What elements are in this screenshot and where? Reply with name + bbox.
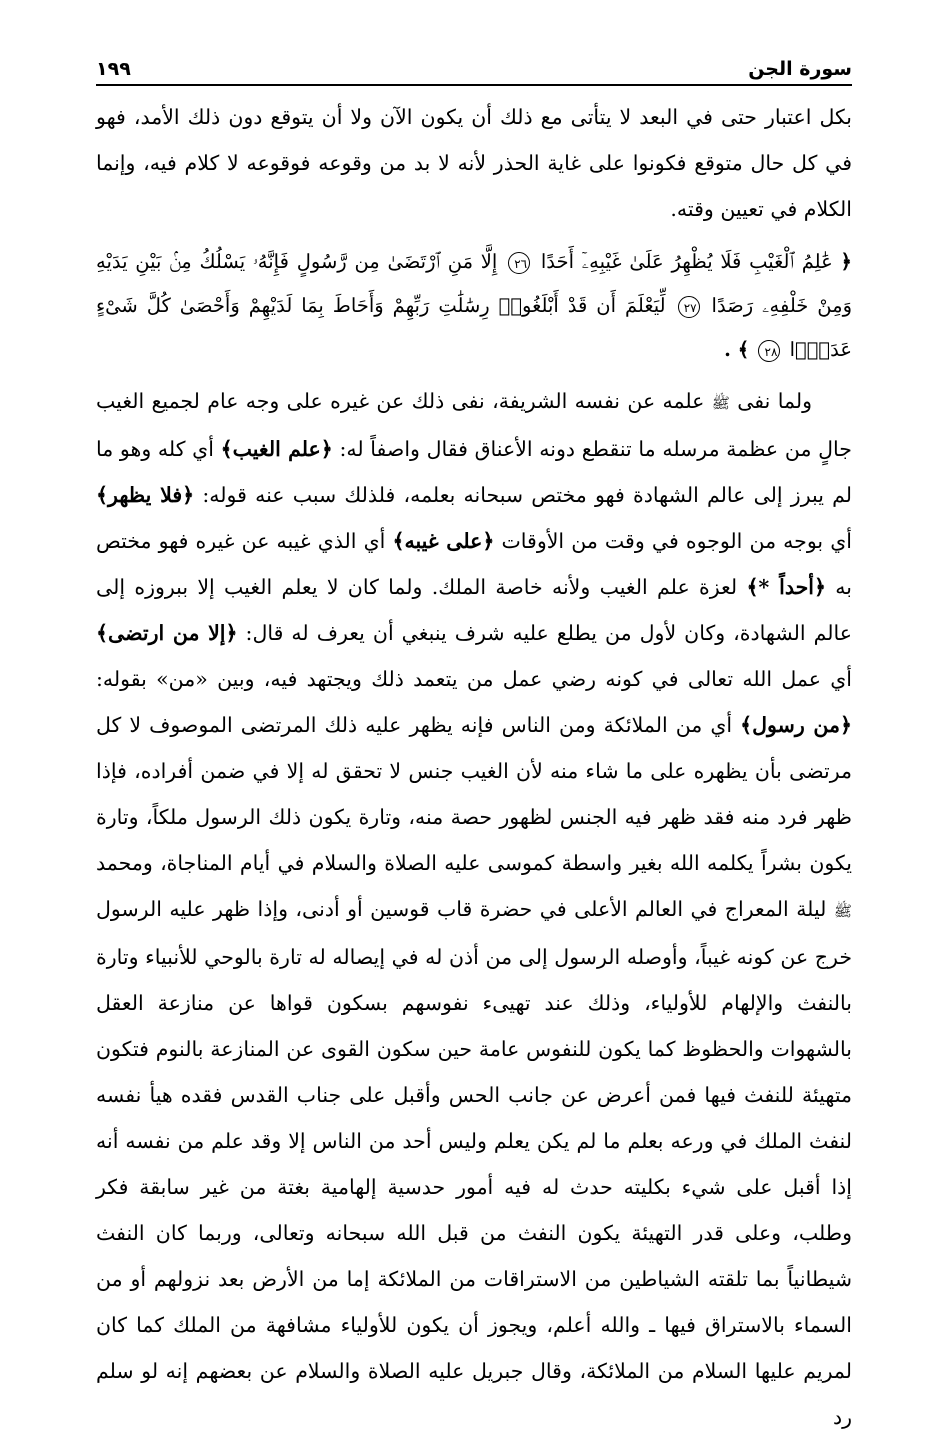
intro-paragraph: بكل اعتبار حتى في البعد لا يتأتى مع ذلك أن يكون الآن ولا أن يتوقع دون ذلك الأمد، فهو في كل حال متوقع فكونوا على غاية الحذر لأنه لا بد من وقوعه فوقوعه لا كلام فيه، وإنما الكلام في تعيين وقته. xyxy=(96,105,852,221)
quoted-verse-phrase: ﴿إلا من ارتضى﴾ xyxy=(96,621,238,645)
quran-close-bracket: ﴾ . xyxy=(724,338,750,361)
quoted-verse-phrase: ﴿فلا يظهر﴾ xyxy=(96,483,195,507)
commentary-paragraph xyxy=(96,378,852,1440)
quran-verses-block xyxy=(96,240,852,372)
quoted-verse-phrase: ﴿علم الغيب﴾ xyxy=(220,437,333,461)
commentary-text: أي بوجه من الوجوه في وقت من الأوقات xyxy=(501,529,852,553)
salla-ligature: ﷺ xyxy=(833,902,852,920)
ayah-number-marker: ٢٦ xyxy=(508,252,530,274)
commentary-text: أي من الملائكة ومن الناس فإنه يظهر عليه ذلك المرتضى الموصوف لا كل مرتضى بأن يظهره على ما شاء منه لأن الغيب جنس لا تحقق له إلا في ضمن أفراده، فإذا ظهر فرد منه فقد ظهر فيه الجنس لظهور حصة منه، وتارة يكون ذلك الرسول ملكاً، وتارة يكون بشراً يكلمه الله بغير واسطة كموسى عليه الصلاة والسلام في أيام المناجاة، ومحمد xyxy=(96,713,852,875)
commentary-text: ولما نفى xyxy=(737,389,812,413)
commentary-text: علمه عن نفسه الشريفة، نفى ذلك عن غيره على وجه عام لجميع الغيب جالٍ من عظمة مرسله ما تنقطع دونه الأعناق فقال واصفاً له: xyxy=(96,389,852,461)
verse-26-text: عَٰلِمُ ٱلْغَيْبِ فَلَا يُظْهِرُ عَلَىٰ غَيْبِهِۦٓ أَحَدًا xyxy=(540,250,833,273)
commentary-text: أي كله وهو ما لم يبرز إلى عالم الشهادة فهو مختص سبحانه بعلمه، فلذلك سبب عنه قوله: xyxy=(96,437,852,507)
quoted-verse-phrase: ﴿أحداً *﴾ xyxy=(746,575,826,599)
quran-open-bracket: ﴿ xyxy=(840,250,852,273)
document-page xyxy=(96,48,852,1429)
commentary-text: أي عمل الله تعالى في كونه رضي عمل من يتعمد ذلك ويجتهد فيه، وبين «من» بقوله: xyxy=(96,667,852,691)
surah-title: سورة الجن xyxy=(748,58,852,80)
salla-ligature: ﷺ xyxy=(711,394,730,412)
commentary-text: لعزة علم الغيب ولأنه خاصة الملك. ولما كان لا يعلم الغيب إلا ببروزه إلى عالم الشهادة، وكان لأول من يطلع عليه شرف ينبغي أن يعرف له قال: xyxy=(96,575,852,645)
verse-27-text: إِلَّا مَنِ ٱرْتَضَىٰ مِن رَّسُولٍ فَإِنَّهُۥ يَسْلُكُ مِنۢ بَيْنِ يَدَيْهِ وَمِنْ خَلْفِهِۦ رَصَدًا xyxy=(96,250,852,317)
commentary-text: ليلة المعراج في العالم الأعلى في حضرة قاب قوسين أو أدنى، وإذا ظهر عليه الرسول خرج عن كونه غيباً، وأوصله الرسول إلى من أذن له في إيصاله له تارة بالوحي للأنبياء وتارة بالنفث والإلهام للأولياء، وذلك عند تهيىء نفوسهم بسكون قواها عن منازعة العقل بالشهوات والحظوظ كما يكون للنفوس عامة حين سكون القوى عن المنازعة بالنوم فتكون متهيئة للنفث فيها فمن أعرض عن جانب الحس وأقبل على جناب القدس فقده هيأ نفسه لنفث الملك في ورعه بعلم ما لم يكن يعلم وليس أحد من الناس إلا وقد علم من نفسه أنه إذا أقبل على شيء بكليته حدث له فيه أمور حدسية إلهامية بغتة من غير سابقة فكر وطلب، وعلى قدر التهيئة يكون النفث من قبل الله سبحانه وتعالى، وربما كان النفث شيطانياً بما تلقته الشياطين من الاستراقات من الملائكة إما من الأرض بعد نزولهم أو من السماء بالاستراق فيها ـ والله أعلم، ويجوز أن يكون للأولياء مشافهة من الملك كما كان لمريم عليها السلام من الملائكة، وقال جبريل عليه الصلاة والسلام عن بعضهم إنه لو سلم رد xyxy=(96,897,852,1429)
quoted-verse-phrase: ﴿من رسول﴾ xyxy=(740,713,852,737)
ayah-number-marker: ٢٧ xyxy=(678,296,700,318)
page-header xyxy=(96,48,852,86)
quoted-verse-phrase: ﴿على غيبه﴾ xyxy=(392,529,495,553)
ayah-number-marker: ٢٨ xyxy=(758,340,780,362)
verse-28-text: لِّيَعْلَمَ أَن قَدْ أَبْلَغُوا۟ رِسَٰلَٰتِ رَبِّهِمْ وَأَحَاطَ بِمَا لَدَيْهِمْ وَأَحْصَىٰ كُلَّ شَىْءٍ عَدَدًۢا xyxy=(96,294,852,361)
page-number: ١٩٩ xyxy=(96,58,131,80)
commentary-text: أي الذي غيبه عن غيره فهو مختص به xyxy=(96,529,852,599)
